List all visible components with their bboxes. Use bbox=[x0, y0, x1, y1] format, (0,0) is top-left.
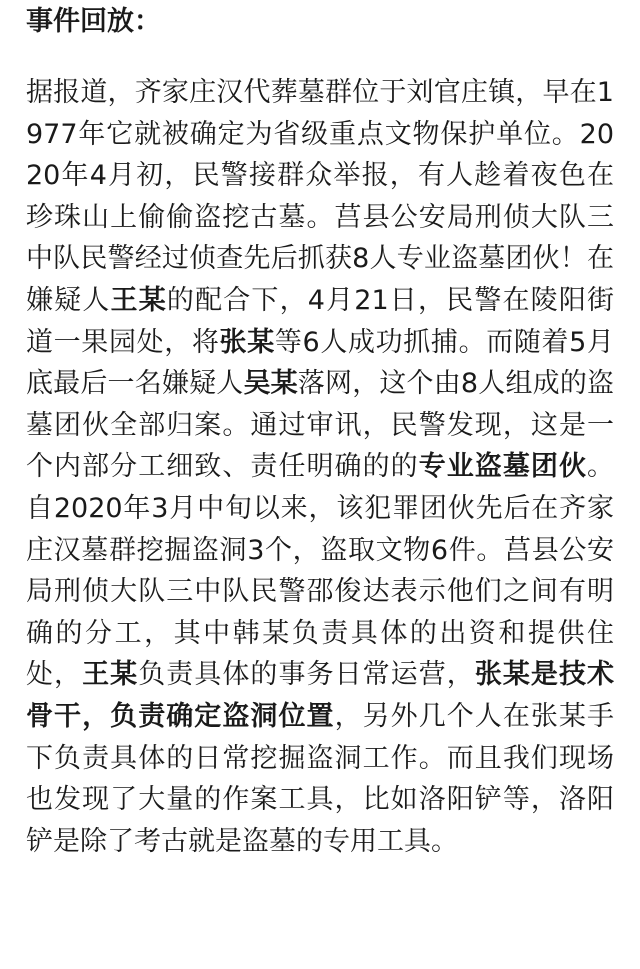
article-body bbox=[26, 72, 614, 862]
section-heading: 事件回放： bbox=[26, 6, 161, 37]
emphasis-name-wang-2: 王某 bbox=[82, 659, 139, 691]
emphasis-name-wang: 王某 bbox=[110, 284, 167, 316]
emphasis-gang: 专业盗墓团伙 bbox=[418, 451, 588, 483]
emphasis-name-zhang: 张某 bbox=[219, 326, 275, 358]
emphasis-zhang-role: 张某是技术骨干，负责确定盗洞位置 bbox=[26, 659, 615, 732]
body-segment: 等6人成功抓捕。而随着5月底最后一名嫌疑人 bbox=[26, 326, 615, 400]
body-segment: 的配合下，4月21日，民警在陵阳街道一果园处，将 bbox=[26, 284, 615, 358]
body-segment: 据报道，齐家庄汉代葬墓群位于刘官庄镇，早在1977年它就被确定为省级重点文物保护单位。2020年4月初，民警接群众举报，有人趁着夜色在珍珠山上偷偷盗挖古墓。莒县公安局刑侦大队三中队民警经过侦查先后抓获8人专业盗墓团伙！在嫌疑人 bbox=[26, 77, 614, 316]
emphasis-name-wu: 吴某 bbox=[243, 368, 298, 400]
body-segment: ，另外几个人在张某手下负责具体的日常挖掘盗洞工作。而且我们现场也发现了大量的作案工具，比如洛阳铲等，洛阳铲是除了考古就是盗墓的专用工具。 bbox=[26, 700, 615, 857]
body-segment: 落网，这个由8人组成的盗墓团伙全部归案。通过审讯，民警发现，这是一个内部分工细致、责任明确的的 bbox=[26, 368, 615, 483]
body-segment: 。自2020年3月中旬以来，该犯罪团伙先后在齐家庄汉墓群挖掘盗洞3个，盗取文物6件。莒县公安局刑侦大队三中队民警邵俊达表示他们之间有明确的分工，其中韩某负责具体的出资和提供住处， bbox=[26, 451, 615, 691]
body-segment: 负责具体的事务日常运营， bbox=[138, 659, 475, 691]
